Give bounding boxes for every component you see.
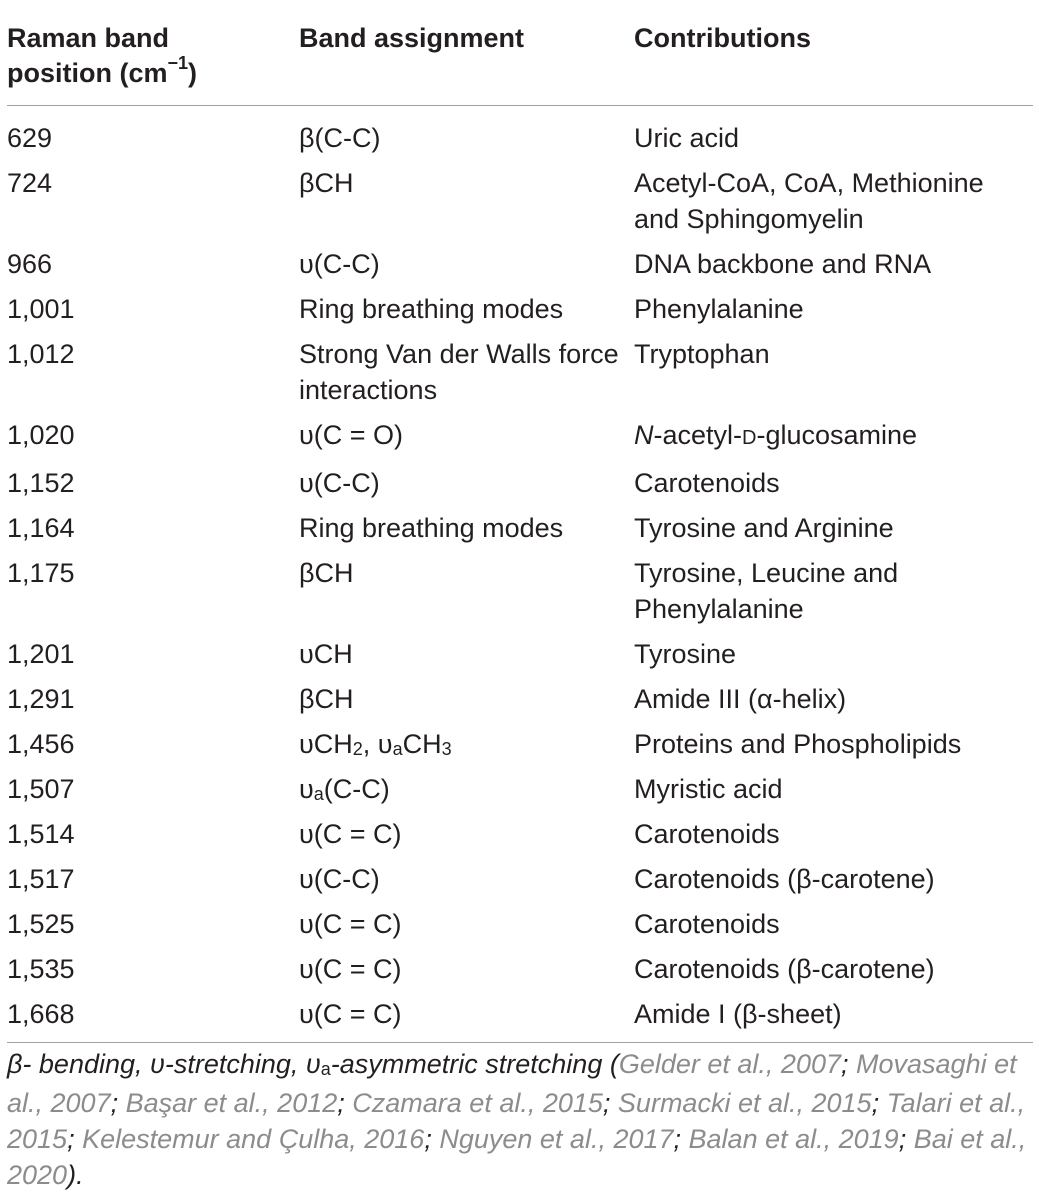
cell-position: 1,525: [7, 909, 75, 939]
cell-position: 1,001: [7, 294, 75, 324]
table-footnote: β- bending, υ-stretching, υa-asymmetric stretching (Gelder et al., 2007; Movasaghi et al., 2007; Başar et al., 2012; Czamara et al., 2015; Surmacki et al., 2015; Talari et al., 2015; Kelestemur and Çulha, 2016; Nguyen et al., 2017; Balan et al., 2019; Bai et al., 2020).: [7, 1049, 1027, 1190]
table-bottom-rule: [7, 1042, 1033, 1043]
citation-link[interactable]: Nguyen et al., 2017: [439, 1124, 674, 1154]
cell-contribution: Carotenoids (β-carotene): [634, 864, 935, 894]
cell-position: 1,012: [7, 339, 75, 369]
table-row: [7, 332, 1033, 413]
cell-contribution: Carotenoids: [634, 819, 780, 849]
cell-contribution: Amide I (β-sheet): [634, 999, 842, 1029]
cell-contribution: Proteins and Phospholipids: [634, 729, 962, 759]
cell-contribution: Tyrosine: [634, 639, 737, 669]
header-contributions: Contributions: [634, 0, 1033, 106]
cell-contribution: N-acetyl-D-glucosamine: [634, 420, 918, 450]
citation-link[interactable]: Bai et al., 2020: [7, 1124, 1027, 1190]
cell-contribution: Phenylalanine: [634, 294, 804, 324]
cell-position: 1,514: [7, 819, 75, 849]
table-row: [7, 461, 1033, 506]
citation-link[interactable]: Talari et al., 2015: [7, 1088, 1026, 1154]
cell-contribution: Acetyl-CoA, CoA, Methionine and Sphingomyelin: [634, 168, 984, 234]
table-row: [7, 947, 1033, 992]
cell-position: 1,668: [7, 999, 75, 1029]
table-header-row: [7, 0, 1033, 106]
table-row: [7, 632, 1033, 677]
citation-link[interactable]: Kelestemur and Çulha, 2016: [82, 1124, 425, 1154]
cell-contribution: Carotenoids: [634, 909, 780, 939]
table-row: [7, 242, 1033, 287]
cell-assignment: υ(C-C): [299, 249, 380, 279]
cell-position: 724: [7, 168, 53, 198]
cell-assignment: β(C-C): [299, 123, 381, 153]
cell-assignment: υ(C = C): [299, 819, 402, 849]
table-row: [7, 677, 1033, 722]
citation-link[interactable]: Balan et al., 2019: [688, 1124, 899, 1154]
cell-assignment: υCH: [299, 639, 353, 669]
table-row: [7, 413, 1033, 461]
cell-position: 1,291: [7, 684, 75, 714]
cell-contribution: Tryptophan: [634, 339, 770, 369]
header-position: Raman band position $(cm^{-1})$: [7, 0, 299, 106]
cell-assignment: υ(C-C): [299, 864, 380, 894]
cell-contribution: Tyrosine, Leucine and Phenylalanine: [634, 558, 899, 624]
cell-assignment: Ring breathing modes: [299, 294, 564, 324]
cell-contribution: Tyrosine and Arginine: [634, 513, 894, 543]
cell-assignment: υ(C = O): [299, 420, 404, 450]
table-row: [7, 812, 1033, 857]
table-row: [7, 506, 1033, 551]
cell-position: 1,201: [7, 639, 75, 669]
cell-position: 1,175: [7, 558, 75, 588]
table-row: [7, 767, 1033, 812]
cell-assignment: υ(C = C): [299, 999, 402, 1029]
table-row: [7, 722, 1033, 767]
cell-contribution: Myristic acid: [634, 774, 783, 804]
cell-contribution: Carotenoids (β-carotene): [634, 954, 935, 984]
citation-link[interactable]: Czamara et al., 2015: [352, 1088, 603, 1118]
cell-assignment: υ(C = C): [299, 909, 402, 939]
header-assignment: Band assignment: [299, 0, 634, 106]
table-row: [7, 106, 1033, 162]
cell-position: 1,164: [7, 513, 75, 543]
cell-assignment: υ(C = C): [299, 954, 402, 984]
cell-assignment: $\upsilon_a(C-C)$: [299, 774, 390, 804]
citation-link[interactable]: Gelder et al., 2007: [618, 1049, 841, 1079]
cell-assignment: βCH: [299, 168, 354, 198]
cell-position: 1,517: [7, 864, 75, 894]
table-row: [7, 161, 1033, 242]
table-row: [7, 992, 1033, 1042]
cell-contribution: Amide III (α-helix): [634, 684, 847, 714]
cell-contribution: Uric acid: [634, 123, 740, 153]
cell-assignment: Ring breathing modes: [299, 513, 564, 543]
table-row: [7, 857, 1033, 902]
table-row: [7, 287, 1033, 332]
cell-position: 1,152: [7, 468, 75, 498]
cell-contribution: DNA backbone and RNA: [634, 249, 932, 279]
raman-band-table: [7, 0, 1033, 1042]
cell-assignment: βCH: [299, 558, 354, 588]
cell-position: 1,020: [7, 420, 75, 450]
cell-position: 1,507: [7, 774, 75, 804]
cell-contribution: Carotenoids: [634, 468, 780, 498]
cell-position: 1,535: [7, 954, 75, 984]
cell-position: 1,456: [7, 729, 75, 759]
cell-assignment: Strong Van der Walls force interactions: [299, 339, 619, 405]
cell-assignment: βCH: [299, 684, 354, 714]
citation-link[interactable]: Surmacki et al., 2015: [617, 1088, 872, 1118]
table-row: [7, 551, 1033, 632]
cell-position: 629: [7, 123, 53, 153]
citation-link[interactable]: Başar et al., 2012: [125, 1088, 338, 1118]
cell-assignment: υCH$_2$, $\upsilon_aCH_3$: [299, 729, 452, 759]
table-row: [7, 902, 1033, 947]
raman-table-container: [7, 0, 1033, 1043]
cell-assignment: υ(C-C): [299, 468, 380, 498]
citation-link[interactable]: Movasaghi et al., 2007: [7, 1049, 1017, 1118]
cell-position: 966: [7, 249, 53, 279]
